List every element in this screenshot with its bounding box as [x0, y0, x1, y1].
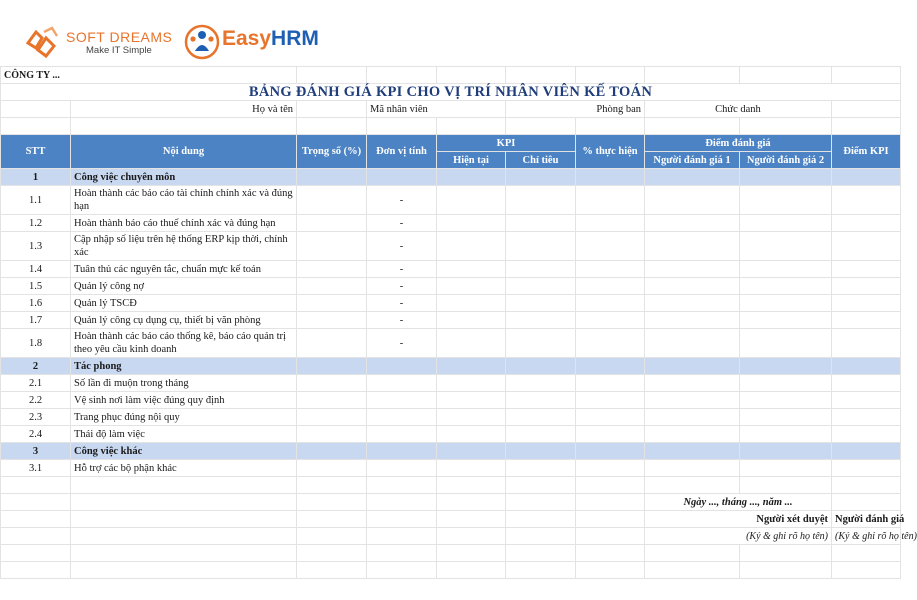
- row-content[interactable]: Thái độ làm việc: [71, 426, 297, 443]
- footer-date-row: [1, 494, 901, 511]
- row-stt[interactable]: 2.1: [1, 375, 71, 392]
- section-number[interactable]: 3: [1, 443, 71, 460]
- row-unit[interactable]: -: [367, 295, 437, 312]
- footer-spacer: [1, 477, 901, 494]
- row-unit[interactable]: -: [367, 312, 437, 329]
- section-title[interactable]: Công việc chuyên môn: [71, 169, 297, 186]
- row-unit[interactable]: [367, 392, 437, 409]
- section-number[interactable]: 1: [1, 169, 71, 186]
- table-row: [1, 215, 901, 232]
- section-title[interactable]: Công việc khác: [71, 443, 297, 460]
- easyhrm-title: [222, 27, 319, 51]
- row-stt[interactable]: 1.4: [1, 261, 71, 278]
- footer-evaluator[interactable]: Người đánh giá: [832, 511, 901, 528]
- row-unit[interactable]: [367, 426, 437, 443]
- row-stt[interactable]: 1.3: [1, 232, 71, 261]
- row-content[interactable]: Tuân thủ các nguyên tắc, chuẩn mực kế toán: [71, 261, 297, 278]
- softdreams-logo-icon: [24, 26, 60, 60]
- row-weight[interactable]: [297, 460, 367, 477]
- header-row-1: [1, 135, 901, 152]
- table-row: [1, 278, 901, 295]
- row-content[interactable]: Quản lý TSCĐ: [71, 295, 297, 312]
- row-unit[interactable]: -: [367, 215, 437, 232]
- header-content[interactable]: Nội dung: [71, 135, 297, 169]
- company-row: [1, 67, 901, 84]
- footer-evaluator-note[interactable]: (Ký & ghi rõ họ tên): [832, 528, 901, 545]
- department-label[interactable]: Phòng ban: [506, 101, 645, 118]
- header-unit[interactable]: Đơn vị tính: [367, 135, 437, 169]
- row-content[interactable]: Hoàn thành các báo cáo tài chính chính xác và đúng hạn: [71, 186, 297, 215]
- row-weight[interactable]: [297, 426, 367, 443]
- company-name[interactable]: CÔNG TY ...: [1, 67, 297, 84]
- header-evaluator-1[interactable]: Người đánh giá 1: [645, 152, 740, 169]
- footer-blank-2: [1, 562, 901, 579]
- row-stt[interactable]: 1.2: [1, 215, 71, 232]
- row-stt[interactable]: 1.8: [1, 329, 71, 358]
- table-row: [1, 295, 901, 312]
- header-kpi-target[interactable]: Chỉ tiêu: [506, 152, 576, 169]
- table-row: [1, 409, 901, 426]
- row-content[interactable]: Vệ sinh nơi làm việc đúng quy định: [71, 392, 297, 409]
- row-unit[interactable]: -: [367, 186, 437, 215]
- table-row: [1, 392, 901, 409]
- softdreams-tagline: Make IT Simple: [86, 45, 152, 56]
- footer-sign-row: [1, 511, 901, 528]
- softdreams-logo: [24, 26, 174, 60]
- row-weight[interactable]: [297, 295, 367, 312]
- header-weight[interactable]: Trọng số (%): [297, 135, 367, 169]
- row-stt[interactable]: 1.5: [1, 278, 71, 295]
- row-weight[interactable]: [297, 186, 367, 215]
- position-label[interactable]: Chức danh: [645, 101, 832, 118]
- footer-blank-1: [1, 545, 901, 562]
- header-evaluation[interactable]: Điểm đánh giá: [645, 135, 832, 152]
- row-weight[interactable]: [297, 232, 367, 261]
- table-row: [1, 460, 901, 477]
- row-weight[interactable]: [297, 409, 367, 426]
- section-row: [1, 169, 901, 186]
- row-unit[interactable]: -: [367, 329, 437, 358]
- row-stt[interactable]: 1.6: [1, 295, 71, 312]
- easyhrm-hrm: HRM: [271, 27, 319, 50]
- row-content[interactable]: Cập nhập số liệu trên hệ thống ERP kịp thời, chính xác: [71, 232, 297, 261]
- title-row: [1, 84, 901, 101]
- row-weight[interactable]: [297, 215, 367, 232]
- row-weight[interactable]: [297, 392, 367, 409]
- row-unit[interactable]: [367, 460, 437, 477]
- row-unit[interactable]: [367, 409, 437, 426]
- row-content[interactable]: Trang phục đúng nội quy: [71, 409, 297, 426]
- table-row: [1, 426, 901, 443]
- footer: [1, 477, 917, 579]
- header-kpi-current[interactable]: Hiện tại: [437, 152, 506, 169]
- row-content[interactable]: Hoàn thành các báo cáo thống kê, báo cáo quản trị theo yêu cầu kinh doanh: [71, 329, 297, 358]
- employee-id-label[interactable]: Mã nhân viên: [367, 101, 506, 118]
- row-unit[interactable]: -: [367, 261, 437, 278]
- row-stt[interactable]: 2.4: [1, 426, 71, 443]
- row-unit[interactable]: [367, 375, 437, 392]
- row-weight[interactable]: [297, 261, 367, 278]
- row-weight[interactable]: [297, 329, 367, 358]
- header-stt[interactable]: STT: [1, 135, 71, 169]
- row-content[interactable]: Số lần đi muộn trong tháng: [71, 375, 297, 392]
- table-row: [1, 186, 901, 215]
- easyhrm-easy: Easy: [222, 27, 272, 50]
- row-unit[interactable]: -: [367, 278, 437, 295]
- row-weight[interactable]: [297, 278, 367, 295]
- row-stt[interactable]: 1.1: [1, 186, 71, 215]
- row-content[interactable]: Hoàn thành báo cáo thuế chính xác và đúng hạn: [71, 215, 297, 232]
- table-row: [1, 329, 901, 358]
- row-stt[interactable]: 2.3: [1, 409, 71, 426]
- row-content[interactable]: Quản lý công nợ: [71, 278, 297, 295]
- row-unit[interactable]: -: [367, 232, 437, 261]
- table-row: [1, 232, 901, 261]
- row-stt[interactable]: 2.2: [1, 392, 71, 409]
- softdreams-title: SOFT DREAMS: [66, 29, 173, 45]
- footer-reviewer[interactable]: Người xét duyệt: [645, 511, 832, 528]
- info-row: [1, 101, 901, 118]
- footer-note-row: [1, 528, 901, 545]
- row-weight[interactable]: [297, 375, 367, 392]
- header-percent-done[interactable]: % thực hiện: [576, 135, 645, 169]
- kpi-sheet: [0, 66, 917, 600]
- section-row: [1, 358, 901, 375]
- header-kpi-score[interactable]: Điểm KPI: [832, 135, 901, 169]
- row-stt[interactable]: 1.7: [1, 312, 71, 329]
- footer-date[interactable]: Ngày ..., tháng ..., năm ...: [645, 494, 832, 511]
- table-row: [1, 312, 901, 329]
- table-row: [1, 375, 901, 392]
- easyhrm-people-icon: [184, 24, 220, 60]
- footer-reviewer-note[interactable]: (Ký & ghi rõ họ tên): [645, 528, 832, 545]
- section-number[interactable]: 2: [1, 358, 71, 375]
- spacer-row: [1, 118, 901, 135]
- sheet-title[interactable]: BẢNG ĐÁNH GIÁ KPI CHO VỊ TRÍ NHÂN VIÊN KẾ TOÁN: [1, 84, 901, 101]
- table-row: [1, 261, 901, 278]
- row-content[interactable]: Quản lý công cụ dụng cụ, thiết bị văn phòng: [71, 312, 297, 329]
- row-content[interactable]: Hỗ trợ các bộ phận khác: [71, 460, 297, 477]
- kpi-body: [1, 169, 901, 477]
- section-title[interactable]: Tác phong: [71, 358, 297, 375]
- header-evaluator-2[interactable]: Người đánh giá 2: [740, 152, 832, 169]
- row-weight[interactable]: [297, 312, 367, 329]
- logo-bar: [0, 0, 900, 66]
- section-row: [1, 443, 901, 460]
- easyhrm-logo: [184, 24, 324, 60]
- kpi-table: [0, 66, 917, 579]
- name-label[interactable]: Họ và tên: [71, 101, 297, 118]
- row-stt[interactable]: 3.1: [1, 460, 71, 477]
- header-kpi[interactable]: KPI: [437, 135, 576, 152]
